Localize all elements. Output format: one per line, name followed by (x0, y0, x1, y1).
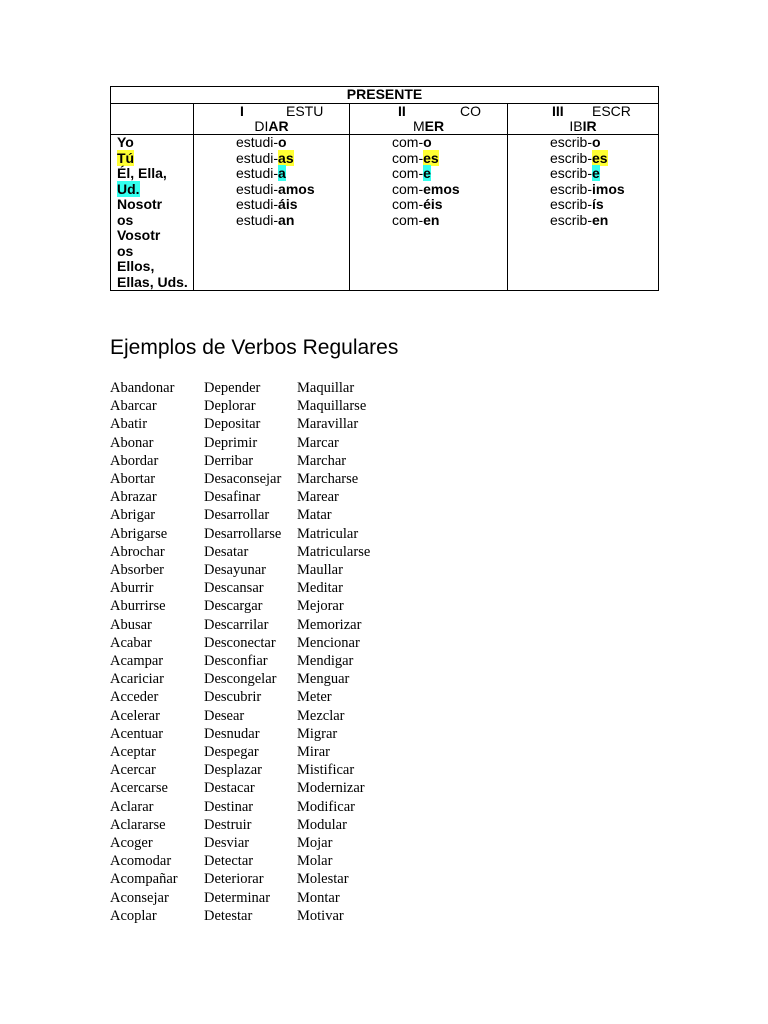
verb-item: Maquillarse (297, 398, 367, 415)
verb-item: Destacar (204, 780, 255, 797)
form-stem: estudi- (236, 180, 279, 197)
form-ending: an (278, 211, 295, 228)
verb-item: Marcar (297, 434, 339, 451)
form-ending: o (592, 134, 601, 150)
verb-item: Matar (297, 507, 332, 524)
verb-item: Absorber (110, 562, 164, 579)
column-header-ar (194, 104, 350, 135)
verb-item: Montar (297, 889, 340, 906)
verb-item: Desconectar (204, 634, 276, 651)
verb-item: Derribar (204, 452, 254, 469)
forms-ir (508, 135, 659, 291)
verb-column-3 (297, 379, 370, 925)
form-ending: en (423, 211, 440, 228)
verb-item: Marchar (297, 452, 347, 469)
verb-item: Maravillar (297, 416, 359, 433)
section-title: Ejemplos de Verbos Regulares (110, 336, 399, 359)
pronoun: Yo (117, 134, 134, 150)
verb-item: Acabar (110, 634, 152, 651)
form-stem: escrib- (550, 180, 593, 197)
verb-item: Abandonar (110, 380, 175, 396)
verb-item: Modular (297, 816, 347, 833)
pronoun: Nosotr (117, 196, 163, 212)
verb-item: Aceptar (110, 744, 156, 761)
column-stem-part: CO (460, 103, 481, 119)
form-stem: escrib- (550, 165, 593, 181)
verb-item: Deteriorar (204, 871, 264, 888)
column-stem-part: ESCR (592, 103, 631, 119)
verb-item: Descarrilar (204, 616, 269, 633)
verb-item: Acoplar (110, 907, 157, 924)
form-stem: estudi- (236, 149, 279, 166)
verb-item: Desviar (204, 835, 250, 852)
verb-item: Molestar (297, 871, 349, 888)
verb-item: Modificar (297, 798, 355, 815)
verb-item: Desplazar (204, 762, 262, 779)
verb-item: Aclararse (110, 816, 166, 833)
verb-item: Acelerar (110, 707, 160, 724)
verb-column-2 (204, 379, 281, 925)
column-ending: AR (268, 118, 289, 134)
verb-item: Matricularse (297, 543, 371, 560)
verb-item: Mirar (297, 744, 331, 761)
verb-item: Acentuar (110, 725, 164, 742)
verb-item: Acercar (110, 762, 156, 779)
verb-item: Depender (204, 380, 261, 396)
form-ending: as (278, 149, 294, 166)
verb-item: Acomodar (110, 853, 172, 870)
verb-item: Abortar (110, 471, 156, 488)
forms-er (350, 135, 508, 291)
column-header-ir (508, 104, 659, 135)
verb-item: Mencionar (297, 634, 360, 651)
form-stem: escrib- (550, 211, 593, 228)
form-ending: o (278, 134, 287, 150)
verb-item: Mejorar (297, 598, 344, 615)
verb-item: Aclarar (110, 798, 154, 815)
verb-item: Descargar (204, 598, 263, 615)
column-stem-part: ESTU (286, 103, 324, 119)
form-ending: a (278, 165, 286, 181)
form-ending: o (423, 134, 432, 150)
form-stem: com- (392, 211, 424, 228)
verb-item: Abatir (110, 416, 148, 433)
column-number: III (552, 103, 564, 119)
pronoun: Vosotr (117, 227, 161, 243)
verb-item: Abrochar (110, 543, 165, 560)
verb-column-1 (110, 379, 178, 925)
table-header: PRESENTE (111, 87, 659, 104)
verb-item: Desnudar (204, 725, 260, 742)
form-stem: com- (392, 196, 424, 212)
forms-ar (194, 135, 350, 291)
form-ending: éis (423, 196, 443, 212)
verb-item: Abordar (110, 452, 159, 469)
verb-item: Acariciar (110, 671, 164, 688)
verb-item: Desarrollar (204, 507, 270, 524)
form-stem: com- (392, 180, 424, 197)
verb-item: Acoger (110, 835, 153, 852)
empty-header-cell (111, 104, 194, 135)
verb-item: Aburrirse (110, 598, 166, 615)
verb-item: Abarcar (110, 398, 157, 415)
column-stem-rest: IB (569, 118, 583, 134)
form-ending: ís (592, 196, 604, 212)
verb-item: Menguar (297, 671, 350, 688)
form-ending: imos (592, 180, 625, 197)
form-stem: estudi- (236, 211, 279, 228)
column-stem-rest: DI (254, 118, 269, 134)
column-number: II (398, 103, 406, 119)
form-ending: es (423, 149, 439, 166)
verb-item: Depositar (204, 416, 261, 433)
form-ending: en (592, 211, 609, 228)
verb-item: Desatar (204, 543, 249, 560)
verb-item: Meter (297, 689, 332, 706)
verb-item: Destruir (204, 816, 252, 833)
form-ending: áis (278, 196, 298, 212)
form-stem: escrib- (550, 134, 593, 150)
form-stem: estudi- (236, 196, 279, 212)
verb-item: Maquillar (297, 380, 355, 396)
verb-item: Detectar (204, 853, 254, 870)
verb-item: Mojar (297, 835, 333, 852)
verb-item: Migrar (297, 725, 338, 742)
verb-item: Abrigarse (110, 525, 168, 542)
verb-item: Despegar (204, 744, 259, 761)
pronoun: Él, Ella, (117, 165, 167, 181)
verb-item: Acampar (110, 653, 164, 670)
form-ending: e (592, 165, 600, 181)
verb-item: Aburrir (110, 580, 154, 597)
form-ending: amos (278, 180, 315, 197)
verb-item: Motivar (297, 907, 344, 924)
verb-item: Acercarse (110, 780, 168, 797)
column-ending: IR (582, 118, 597, 134)
verb-item: Marear (297, 489, 339, 506)
pronoun: Ellos, (117, 258, 155, 274)
form-stem: escrib- (550, 196, 593, 212)
verb-item: Desear (204, 707, 245, 724)
form-ending: emos (423, 180, 460, 197)
pronoun: Tú (117, 149, 135, 166)
verb-item: Aconsejar (110, 889, 169, 906)
form-ending: e (423, 165, 431, 181)
column-header-er (350, 104, 508, 135)
column-stem-rest: M (412, 118, 425, 134)
verb-item: Desarrollarse (204, 525, 282, 542)
form-stem: com- (392, 134, 424, 150)
verb-item: Desaconsejar (204, 471, 282, 488)
verb-item: Descongelar (204, 671, 277, 688)
pronoun: Ud. (117, 180, 140, 197)
pronoun: os (117, 242, 134, 259)
verb-item: Acceder (110, 689, 159, 706)
verb-item: Abonar (110, 434, 154, 451)
verb-item: Acompañar (110, 871, 178, 888)
verb-item: Mendigar (297, 653, 354, 670)
verb-item: Desconfiar (204, 653, 268, 670)
verb-item: Deprimir (204, 434, 258, 451)
verb-item: Abrazar (110, 489, 157, 506)
verb-item: Maullar (297, 562, 343, 579)
pronoun: Ellas, Uds. (117, 273, 188, 290)
verb-item: Destinar (204, 798, 254, 815)
verb-item: Desayunar (204, 562, 267, 579)
form-ending: es (592, 149, 608, 166)
conjugation-table (110, 86, 659, 291)
form-stem: escrib- (550, 149, 593, 166)
verb-item: Memorizar (297, 616, 362, 633)
form-stem: com- (392, 149, 424, 166)
verb-item: Abusar (110, 616, 152, 633)
verb-item: Molar (297, 853, 333, 870)
form-stem: estudi- (236, 165, 279, 181)
verb-item: Detestar (204, 907, 253, 924)
verb-item: Desafinar (204, 489, 261, 506)
verb-item: Descubrir (204, 689, 262, 706)
verb-item: Determinar (204, 889, 271, 906)
verb-item: Abrigar (110, 507, 156, 524)
verb-item: Mezclar (297, 707, 345, 724)
column-ending: ER (424, 118, 445, 134)
verb-item: Marcharse (297, 471, 359, 488)
pronoun: os (117, 211, 134, 228)
verb-item: Deplorar (204, 398, 256, 415)
verb-item: Descansar (204, 580, 264, 597)
form-stem: com- (392, 165, 424, 181)
verb-item: Modernizar (297, 780, 365, 797)
verb-item: Meditar (297, 580, 343, 597)
form-stem: estudi- (236, 134, 279, 150)
pronoun-list (111, 135, 194, 291)
verb-item: Mistificar (297, 762, 355, 779)
column-number: I (240, 103, 244, 119)
verb-item: Matricular (297, 525, 359, 542)
